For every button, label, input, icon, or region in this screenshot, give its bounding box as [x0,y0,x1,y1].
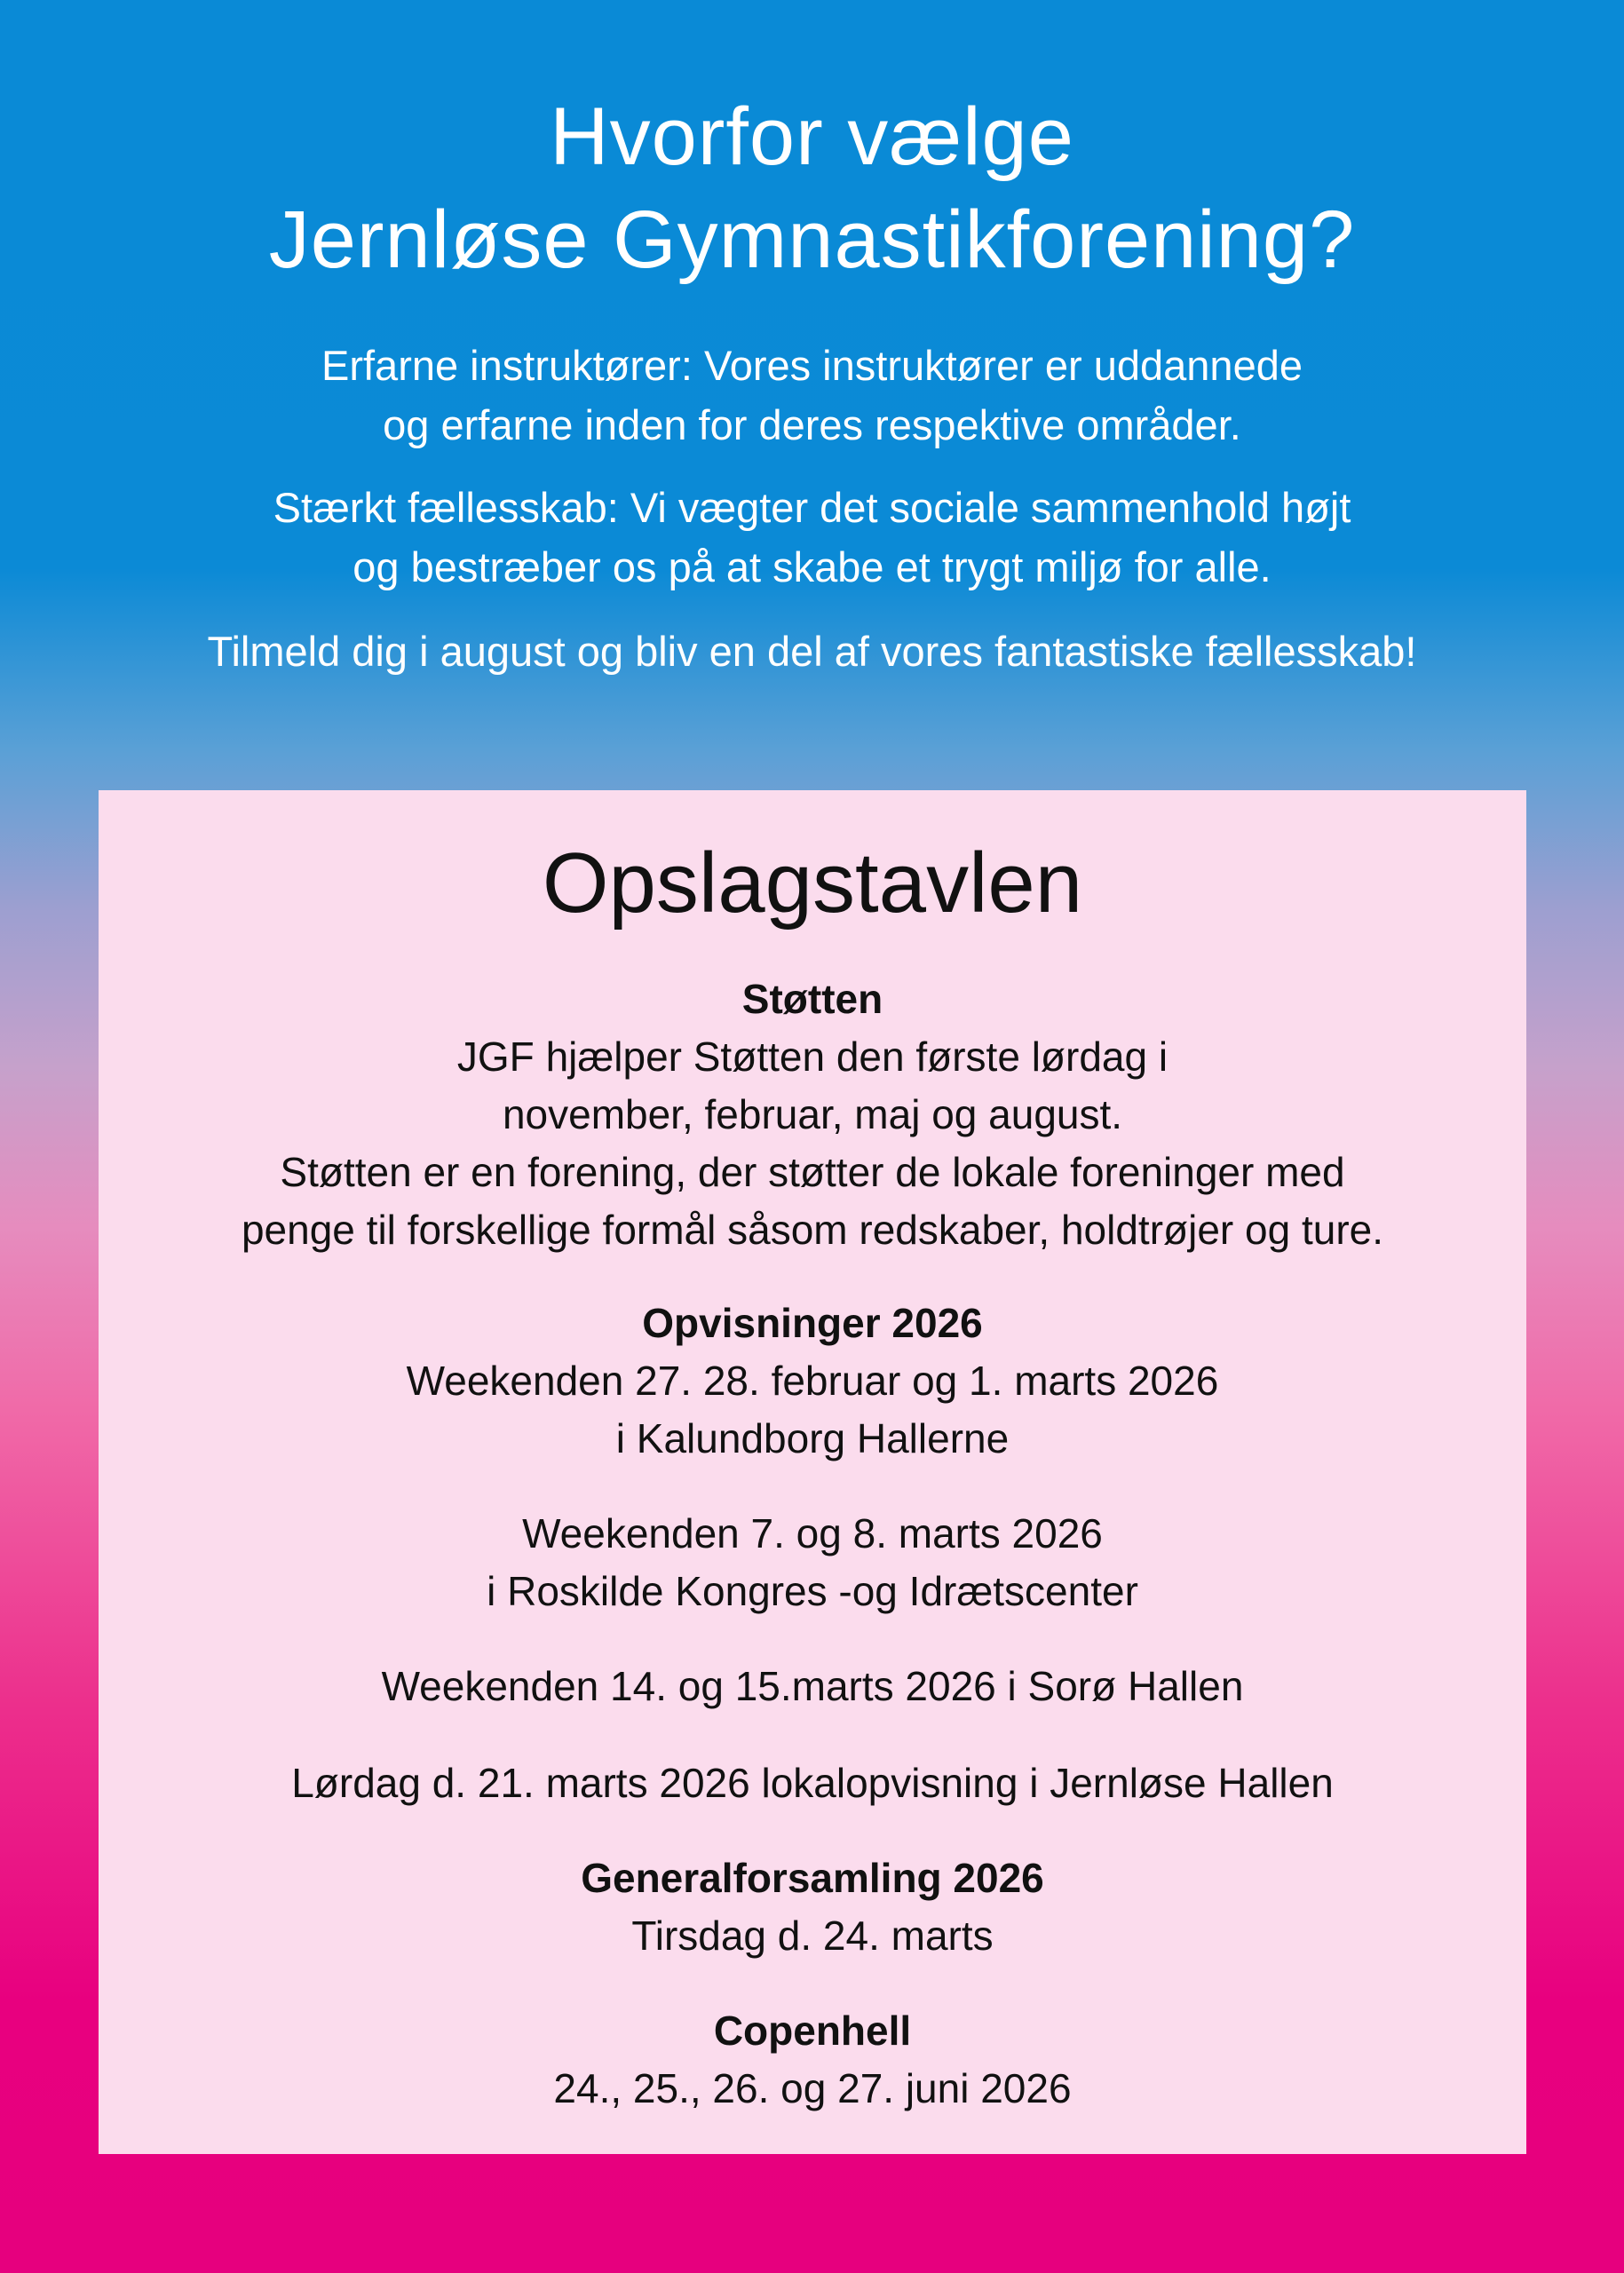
event-1 [99,1352,1526,1468]
event-3 [99,1658,1526,1715]
event-4-date: Lørdag d. 21. marts 2026 [291,1760,750,1806]
spacer [99,1620,1526,1658]
event-2-place: i Roskilde Kongres -og Idrætscenter [487,1568,1138,1614]
spacer [99,1715,1526,1754]
generalforsamling-date: Tirsdag d. 24. marts [631,1913,994,1959]
intro-signup: Tilmeld dig i august og bliv en del af vores fantastiske fællesskab! [207,628,1417,675]
stotten-heading: Støtten [741,976,883,1022]
spacer [99,1965,1526,2002]
stotten-line-2: november, februar, maj og august. [502,1091,1123,1137]
spacer [99,1468,1526,1505]
intro-community [0,478,1624,597]
event-1-date: Weekenden 27. 28. februar og 1. marts 2026 [406,1358,1219,1404]
intro-instructors [0,336,1624,455]
event-3-date: Weekenden 14. og 15.marts 2026 [381,1663,996,1709]
page-title-line-2: Jernløse Gymnastikforening? [268,194,1356,285]
stotten-line-4: penge til forskellige formål såsom redskaber, holdtrøjer og ture. [241,1207,1384,1253]
event-2 [99,1505,1526,1620]
copenhell-heading: Copenhell [713,2008,912,2054]
event-4-place: lokalopvisning i Jernløse Hallen [749,1760,1334,1806]
event-2-date: Weekenden 7. og 8. marts 2026 [522,1510,1103,1556]
opvisninger-heading: Opvisninger 2026 [642,1300,983,1346]
page-title-line-1: Hvorfor vælge [550,91,1074,182]
intro-instructors-line-1: Erfarne instruktører: Vores instruktører er uddannede [321,342,1303,389]
event-3-place: i Sorø Hallen [995,1663,1244,1709]
stotten-line-3: Støtten er en forening, der støtter de lokale foreninger med [280,1149,1345,1195]
intro-community-line-1: Stærkt fællesskab: Vi vægter det sociale sammenhold højt [273,484,1351,531]
stotten-line-1: JGF hjælper Støtten den første lørdag i [456,1034,1168,1080]
spacer [99,1812,1526,1849]
stotten-section [99,970,1526,2118]
bulletin-board [99,790,1526,2154]
bulletin-board-title: Opslagstavlen [542,836,1083,931]
generalforsamling-heading: Generalforsamling 2026 [581,1855,1044,1901]
copenhell-dates: 24., 25., 26. og 27. juni 2026 [553,2065,1072,2111]
event-1-place: i Kalundborg Hallerne [615,1415,1010,1461]
event-4 [99,1754,1526,1812]
intro-instructors-line-2: og erfarne inden for deres respektive områder. [383,401,1241,448]
intro-community-line-2: og bestræber os på at skabe et trygt miljø for alle. [353,543,1271,590]
spacer [99,1259,1526,1295]
